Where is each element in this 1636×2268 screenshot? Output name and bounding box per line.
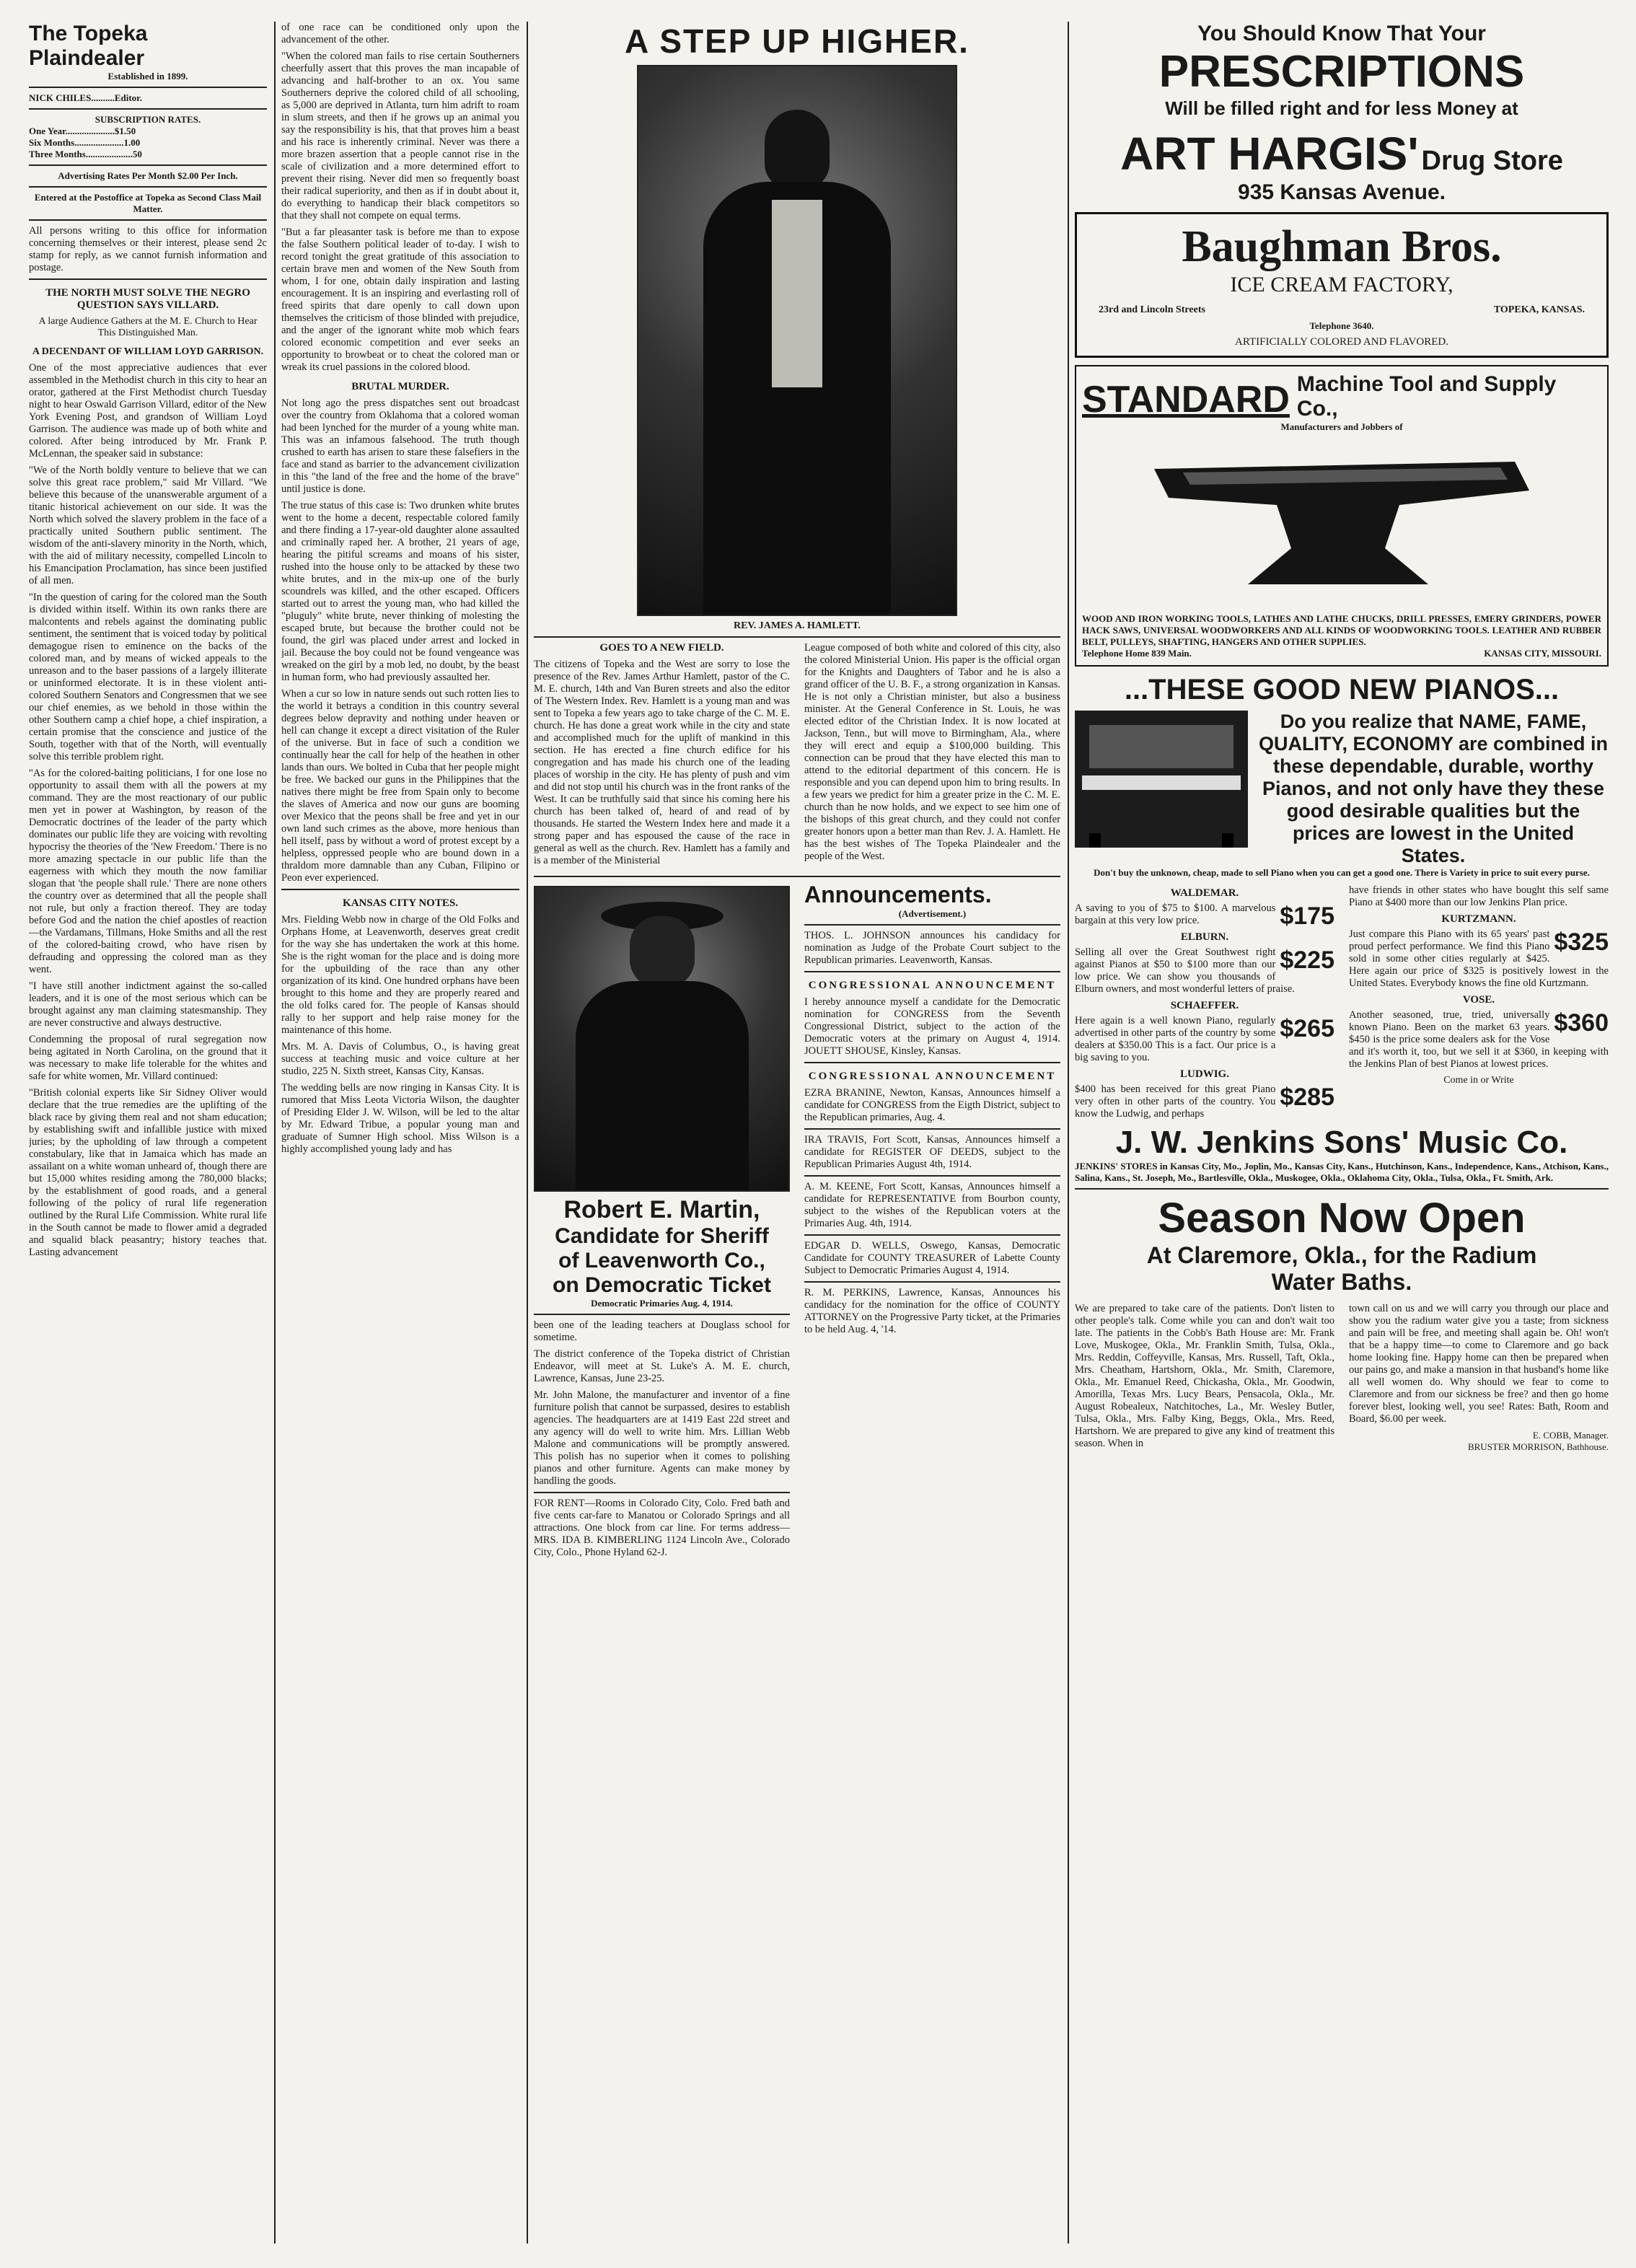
article-paragraph: Not long ago the press dispatches sent out broadcast over the country from Oklahoma that a colored woman had been lynched for the murder of a young white man. This was an infamous falsehood. The truth though crushed to earth has arisen to stare these falsefiers in the face and stand as barrier to the advancement civilization in this "the land of the free and the home of the brave" until justice is done. <box>281 397 519 495</box>
article-paragraph: One of the most appreciative audiences that ever assembled in the Methodist church in this city to hear an orator, gathered at the First Methodist church Tuesday night to hear Oswald Garrison Villard, editor of the New York Evening Post, and grandson of William Loyd Garrison. The audience was made up of both white and colored. After being introduced by Mr. Frank P. McLennan, the speaker said in substance: <box>29 362 267 460</box>
article-paragraph: "British colonial experts like Sir Sidney Oliver would declare that the true remedies are the uplifting of the black race by giving them real and not sham education; by establishing swift and infallible justice with mixed juries; by the upholding of law through a competent constabulary, like that in Jamaica which has made an assailant on a white woman unheard of, though there are but 15,000 whites residing among the 780,000 blacks; by the establishment of good roads, and a general following of the policy of rural life regeneration outlined by the Rural Life Commission. White rural life in the South cannot be made to flower amid a degraded and squalid black peasantry; history teaches that. Lasting advancement <box>29 1087 267 1258</box>
piano-item <box>1075 931 1334 995</box>
piano-name: VOSE. <box>1462 994 1495 1006</box>
piano-illustration <box>1075 711 1248 848</box>
piano-text: Just compare this Piano with its 65 years' past proud perfect performance. We find this Piano sold in some other cities regularly at $425. Here again our price of $325 is positively lowest in the United States. Everybody knows the fine old Kurtzmann. <box>1349 928 1609 989</box>
ice-cream-sub: ICE CREAM FACTORY, <box>1230 273 1454 296</box>
article-paragraph: League composed of both white and colored of this city, also the colored Ministerial Union. His paper is the official organ for the Knights and Daughters of Tabor and he is also a grand officer of the U. B. F., a strong organization in Kansas. He is not only a Christian minister, but also a business minister. At the General Conference in St. Louis, he was elected editor of the Christian Index. It is now located at Jackson, Tenn., but will move to Birmingham, Ala., where they will erect and equip a $100,000 building. This connection can be proud that they have elected this man to attend to the editorial department of this concern. He is responsible and you can depend upon him to bring results. In a few years we predict for him a greater prize in the C. M. E. church than he now holds, and we expect to see him one of the bishops of this great church, and they could not confer greater honors upon a better man than Rev. J. A. Hamlett. He has the best wishes of The Topeka Plaindealer and the people of the West. <box>804 642 1060 862</box>
anvil-illustration <box>1140 440 1544 606</box>
ice-cream-tagline: ARTIFICIALLY COLORED AND FLAVORED. <box>1235 336 1448 348</box>
article-deck: A large Audience Gathers at the M. E. Church to Hear This Distinguished Man. <box>38 316 258 338</box>
established: Established in 1899. <box>107 71 188 82</box>
music-company-stores: JENKINS' STORES in Kansas City, Mo., Joplin, Mo., Kansas City, Kans., Hutchinson, Kans., Independence, Kans., Atchison, Kans., Salina, Kans., St. Joseph, Mo., Bartlesville, Okla., Muskogee, Okla., Oklahoma City, Okla., Tulsa, Okla., Ft. Smith, Ark. <box>1075 1161 1609 1183</box>
article-deck: A DECENDANT OF WILLIAM LOYD GARRISON. <box>32 346 264 357</box>
article-paragraph: "We of the North boldly venture to believe that we can solve this great race problem," said Mr Villard. "We believe this because of the unanswerable argument of a titanic historical achievement on our side. It was the North which solved the slavery problem in the face of a practically united Southern public sentiment. The wisdom of the anti-slavery minority in the North, which, with the aid of military necessity, compelled Lincoln to his Emancipation Proclamation, has since been justified of all men. <box>29 465 267 586</box>
pianos-note: Don't buy the unknown, cheap, made to sell Piano when you can get a good one. There is Variety in price to suit every purse. <box>1094 867 1590 878</box>
piano-item <box>1349 884 1609 909</box>
column-rule <box>274 22 276 2243</box>
piano-name: LUDWIG. <box>1180 1068 1229 1080</box>
rates-heading: SUBSCRIPTION RATES. <box>94 114 201 125</box>
rx-heading: PRESCRIPTIONS <box>1158 47 1525 97</box>
article-paragraph: Mrs. Fielding Webb now in charge of the Old Folks and Orphans Home, at Leavenworth, deserves great credit for the way she has undertaken the work at this home. She is the right woman for the place and is doing more for the upbuilding of the race than any other organization of its kind. One hundred orphans have been brought to this home and they are properly reared and the old folks cared for. The people of Kansas should rally to her support and help raise money for the maintenance of this home. <box>281 914 519 1036</box>
correspondence-notice: All persons writing to this office for information concerning themselves or their interest, please send 2c stamp for reply, as we cannot furnish information and postage. <box>29 225 267 273</box>
article-paragraph: "But a far pleasanter task is before me than to expose the false Southern political leader of to-day. I wish to record tonight the great gratitude of this association to certain brave men and women of the New South from whom, I for one, obtain daily inspiration and lasting encouragement. It is an inspiring and everlasting roll of freed spirits that dare openly to call down upon themselves the criticism of those blinded with prejudice, and the anger of the ignorant white mob which fears colored economic competition and ever seeks an opportunity to browbeat or to cheat the colored man or wreak its cruel passions in the colored blood. <box>281 227 519 373</box>
tool-company-name: STANDARD <box>1082 379 1290 421</box>
season-text: We are prepared to take care of the patients. Don't listen to other people's talk. Come while you can and don't wait too late. The patients in the Cobb's Bath House are: Mr. Frank Love, Muskogee, Okla., Mr. Franklin Smith, Tulsa, Okla., Mrs. Reddin, Coffeyville, Kansas, Mrs. Russell, Taft, Okla., Mrs. Cheatham, Hartshorn, Okla., Mr. Smith, Claremore, Okla., Mr. Emanuel Reed, Chickasha, Okla., Mr. Goodwin, Amorilla, Texas Mrs. Lucy Bears, Pensacola, Okla., Mr. August Robealeux, Natchitoches, La., Mr. Wesley Butler, Tulsa, Okla., Mrs. Falby King, Beggs, Okla., Mrs. Reed, Hartshorn. We are prepared to give any kind of treatment this season. When in <box>1075 1303 1334 1449</box>
article-paragraph: been one of the leading teachers at Douglass school for sometime. <box>534 1319 790 1343</box>
season-signature: BRUSTER MORRISON, Bathhouse. <box>1467 1441 1609 1452</box>
announcement-heading: CONGRESSIONAL ANNOUNCEMENT <box>808 1071 1057 1082</box>
piano-item <box>1349 994 1609 1071</box>
column-1 <box>29 22 267 1263</box>
tool-company-sub: Manufacturers and Jobbers of <box>1280 421 1403 432</box>
article-headline: BRUTAL MURDER. <box>351 381 449 392</box>
article-paragraph: When a cur so low in nature sends out such rotten lies to the world it betrays a condition in this country several degrees below depravity and nothing under heaven or hell can change it except a direct visitation of the Ruler of the universe. But in face of such a condition we continually hear the call for help of the heathen in other lands than ours. We bolted in Cuba that her people might be free. We backed our guns in the Philippines that the natives there might be free from Spain only to become the slaves of America and now our guns are booming over Mexico that the peons shall be free and yet in our own land such crimes as the above, more henious than hell itself, pass by without a word of protest except by a helpless, oppressed people who are bound down in a thraldom more damnable than any Cuban, Filipino or Peon ever experienced. <box>281 688 519 884</box>
tool-company-city: KANSAS CITY, MISSOURI. <box>1484 648 1601 659</box>
advertising-rates: Advertising Rates Per Month $2.00 Per Inch. <box>58 170 238 181</box>
season-signature: E. COBB, Manager. <box>1532 1430 1609 1441</box>
ice-cream-city: TOPEKA, KANSAS. <box>1493 304 1585 315</box>
announcement: EDGAR D. WELLS, Oswego, Kansas, Democratic Candidate for COUNTY TREASURER of Labette County Subject to Democratic Primaries August 4, 1914. <box>804 1240 1060 1276</box>
pianos-heading: ...THESE GOOD NEW PIANOS... <box>1124 674 1560 706</box>
announcement-heading: CONGRESSIONAL ANNOUNCEMENT <box>808 980 1057 991</box>
column-2 <box>281 22 519 1160</box>
article-paragraph: The citizens of Topeka and the West are sorry to lose the presence of the Rev. James Arthur Hamlett, pastor of the C. M. E. church, 14th and Van Buren streets and also the editor of The Western Index. Rev. Hamlett is a young man and was sent to Topeka a few years ago to take charge of the C. M. E. church. He has done a great work while in the city and state and accomplished much for the uplift of mankind in this section. He has erected a fine church edifice for his congregation and has made his church one of the leading places of worship in the city. He has plenty of push and vim and did not stop until his church was in the front ranks of the West. It can be truthfully said that since his coming here his church has been talked of, heard of and read of by thousands. He started the Western Index here and made it a strong paper and has espoused the cause of the race in general as well as the church. Rev. Hamlett has a family and is a member of the Ministerial <box>534 659 790 866</box>
season-heading: Season Now Open <box>1158 1195 1526 1241</box>
masthead: The Topeka Plaindealer <box>29 22 148 70</box>
drug-store-tail: Drug Store <box>1421 146 1563 176</box>
article-paragraph: "As for the colored-baiting politicians, I for one lose no opportunity to assail them with all the powers at my command. They are the most reactionary of our public men yet in power at Washington, by reason of the Democratic doctrines of the leader of the party which dominates our public life they are voicing with revolting hypocrisy the theories of the 'New Freedom.' There is no more amazing spectacle in our public life than the eagerness with which they mouth the now familiar slogan that 'the people shall rule.' There are none others the country over as determined that all the people shall not rule, but only a fraction thereof. They are today before God and the nation the chief apostles of reaction—the Vardamans, Tillmans, Hoke Smiths and all the rest of the colored-baiting crowd, who have risen by defrauding and oppressing the colored man as they went. <box>29 768 267 975</box>
piano-name: SCHAEFFER. <box>1170 1000 1239 1011</box>
article-headline: KANSAS CITY NOTES. <box>343 897 458 909</box>
piano-item <box>1075 887 1334 930</box>
article-paragraph: "When the colored man fails to rise certain Southerners cheerfully assert that this proves the man incapable of advancing and half-brother to an ox. You same Southerners deprive the colored child of all schooling, as 5,000 are deprived in Atlanta, turn him adrift to roam in slum streets, and then if he grows up an animal you say the responsibility is his, that that proves him a beast and his race is inherently criminal. Never was there a more brazen assertion that a people cannot rise in the scale of civilization and a more determined effort to prevent their rising. Never did men so frequently boast their radical superiority, and then as if in doubt about it, do everything to handicap their black competitors so that they shall not compete on equal terms. <box>281 50 519 221</box>
piano-price: $360 <box>1554 1009 1609 1037</box>
rate-line: Three Months....................50 <box>29 149 142 159</box>
announcement: I hereby announce myself a candidate for the Democratic nomination for CONGRESS from the Seventh Congressional District, subject to the action of the Democratic voters at the primary on August 4, 1914. JOUETT SHOUSE, Kinsley, Kansas. <box>804 996 1060 1057</box>
ice-cream-ad <box>1075 212 1609 358</box>
article-paragraph: Mr. John Malone, the manufacturer and inventor of a fine furniture polish that cannot be surpassed, desires to establish agencies. The headquarters are at 1419 East 22d street and any agency will do well to write him. Mrs. Lillian Webb Malone and communications will be promptly answered. This polish has no superior when it comes to polishing pianos and other furniture. Agents can make money by handling the goods. <box>534 1389 790 1487</box>
article-paragraph: "I have still another indictment against the so-called leaders, and it is one of the most serious which can be brought against any man claiming statesmanship. They are never constructive and always destructive. <box>29 980 267 1029</box>
candidate-line: on Democratic Ticket <box>553 1273 771 1297</box>
article-paragraph: The wedding bells are now ringing in Kansas City. It is rumored that Miss Leota Victoria Wilson, the daughter of Presiding Elder J. W. Wilson, will be led to the altar by Mr. Edward Tribue, a popular young man and graduate of Sumner High school. Miss Wilson is a highly accomplished young lady and has <box>281 1082 519 1155</box>
announcement: EZRA BRANINE, Newton, Kansas, Announces himself a candidate for CONGRESS from the Eigth District, subject to the Republican primaries, Aug. 4. <box>804 1087 1060 1123</box>
announcements-title: Announcements. <box>804 882 992 907</box>
candidate-line: Candidate for Sheriff <box>555 1224 769 1248</box>
piano-text: Selling all over the Great Southwest right against Pianos at $50 to $100 more than our low price. We can show you thousands of Elburn owners, and most wonderful letters of praise. <box>1075 946 1295 995</box>
candidate-line: Democratic Primaries Aug. 4, 1914. <box>591 1298 733 1309</box>
rx-line: Will be filled right and for less Money at <box>1165 97 1518 119</box>
classified-ad: FOR RENT—Rooms in Colorado City, Colo. Fred bath and five cents car-fare to Manatou or Colorado Springs and all attractions. One block from car line. For terms address—MRS. IDA B. KIMBERLING 1124 Lincoln Ave., Colorado City, Colo., Phone Hyland 62-J. <box>534 1498 790 1558</box>
announcement: IRA TRAVIS, Fort Scott, Kansas, Announces himself a candidate for REGISTER OF DEEDS, subject to the Republican Primaries August 4th, 1914. <box>804 1134 1060 1170</box>
article-headline: THE NORTH MUST SOLVE THE NEGRO QUESTION SAYS VILLARD. <box>45 287 250 311</box>
newspaper-page <box>29 22 1609 2243</box>
article-paragraph: "In the question of caring for the colored man the South is divided within itself. Within its own ranks there are malcontents and rebels against the dominating public sentiment, the sentiment that is voiced today by political demagogue risen to eminence on the backs of the colored man, and by means of wicked appeals to the unreason and to the baser passions of a largely illiterate or uninformed electorate. It is in these violent anti-colored Southern Senators and Congressmen that we see our chief enemies, as we behold in those within the other Southern camp a chief hope, a chief inspiration, a certain promise that the conscience and justice of the South, together with that of the North, will eventually solve this terrible problem right. <box>29 592 267 762</box>
editor-line: NICK CHILES..........Editor. <box>29 92 142 103</box>
candidate-line: of Leavenworth Co., <box>558 1249 765 1273</box>
entered-notice: Entered at the Postoffice at Topeka as Second Class Mail Matter. <box>34 192 262 214</box>
tool-company-tail: Machine Tool and Supply Co., <box>1296 372 1557 421</box>
season-sub: At Claremore, Okla., for the Radium Water Baths. <box>1146 1242 1537 1295</box>
feature-title: A STEP UP HIGHER. <box>625 22 969 60</box>
announcement: R. M. PERKINS, Lawrence, Kansas, Announces his candidacy for the nomination for the office of COUNTY ATTORNEY on the Progressive Party ticket, at the Primaries to be held Aug. 4, '14. <box>804 1287 1060 1335</box>
article-paragraph: The true status of this case is: Two drunken white brutes went to the home a decent, respectable colored family and there finding a 17-year-old daughter alone assaulted and criminally raped her. A brother, 21 years of age, hearing the pitiful screams and moans of his sister, rushed into the house only to be attacked by these two white brutes, and in the mix-up one of the burly scoundrels was killed, and the other escaped. Officers started out to arrest the young man, who had killed the "pluguly" white brute, never thinking of molesting the escaped brute, but because the brother could not be found, the girl was placed under arrest and locked in jail. Because the boy could not be found vengeance was wreaked on the girl by a mob led, no doubt, by the beast in human form, who had previously assaulted her. <box>281 500 519 683</box>
column-4 <box>1075 22 1609 1454</box>
column-3 <box>534 22 1060 1563</box>
piano-text: Another seasoned, true, tried, universally known Piano. Been on the market 63 years. $450 is the price some dealers ask for the Vose and it's worth it, too, but we sell it at $360, in keeping with the Jenkins Plan of best Pianos at lowest prices. <box>1349 1009 1609 1070</box>
piano-price: $325 <box>1554 928 1609 956</box>
piano-cta: Come in or Write <box>1443 1075 1514 1086</box>
article-paragraph: Condemning the proposal of rural segregation now being agitated in North Carolina, on the ground that it was necessary to make life tolerable for the whites and safe for white women, Mr. Villard continued: <box>29 1034 267 1082</box>
ice-cream-name: Baughman Bros. <box>1182 222 1502 271</box>
piano-item <box>1349 913 1609 990</box>
article-headline: GOES TO A NEW FIELD. <box>599 642 724 654</box>
portrait-photo <box>637 65 957 616</box>
tool-company-products: WOOD AND IRON WORKING TOOLS, LATHES AND LATHE CHUCKS, DRILL PRESSES, EMERY GRINDERS, POWER HACK SAWS, UNIVERSAL WOODWORKERS AND ALL KINDS OF WOODWORKING TOOLS. LEATHER AND RUBBER BELT, PULLEYS, SHAFTING, HANGERS AND OTHER SUPPLIES. <box>1082 613 1601 647</box>
ice-cream-phone: Telephone 3640. <box>1309 320 1374 331</box>
rx-top: You Should Know That Your <box>1197 22 1486 45</box>
rate-line: One Year.....................$1.50 <box>29 126 136 136</box>
candidate-name: Robert E. Martin, <box>563 1196 760 1223</box>
piano-price: $225 <box>1280 946 1334 974</box>
column-rule <box>527 22 528 2243</box>
drug-store-address: 935 Kansas Avenue. <box>1238 180 1446 204</box>
rate-line: Six Months.....................1.00 <box>29 137 141 148</box>
pianos-pitch: Do you realize that NAME, FAME, QUALITY, ECONOMY are combined in these dependable, durable, worthy Pianos, and not only have they these good desirable qualities but the prices are lowest in the United States. <box>1258 711 1609 866</box>
piano-text: have friends in other states who have bought this self same Piano at $400 more than our low Jenkins Plan price. <box>1349 884 1609 908</box>
column-rule <box>1068 22 1069 2243</box>
tool-company-phone: Telephone Home 839 Main. <box>1082 648 1192 659</box>
announcement: THOS. L. JOHNSON announces his candidacy for nomination as Judge of the Probate Court subject to the Republican primaries. Leavenworth, Kansas. <box>804 930 1060 966</box>
candidate-photo <box>534 886 790 1192</box>
announcement: A. M. KEENE, Fort Scott, Kansas, Announces himself a candidate for REPRESENTATIVE from Bourbon county, subject to the wishes of the Republican voters at the Primaries Aug. 4th, 1914. <box>804 1181 1060 1229</box>
piano-name: KURTZMANN. <box>1441 913 1516 925</box>
photo-caption: REV. JAMES A. HAMLETT. <box>733 620 861 631</box>
piano-price: $285 <box>1280 1084 1334 1111</box>
season-text: town call on us and we will carry you through our place and show you the radium water give you a taste; from sickness and pain will be free, and meeting shall again be. Oh! won't that be a happy time—to come to Claremore and go back home looking fine. Happy home can then be prepared when our pains go, and make a mansion in that husband's home like all well women do. Why should we fear to come to Claremore and from our sickness be free? and then go home forever blest, looking well, you see! Rates: Bath, Room and Board, $6.00 per week. <box>1349 1303 1609 1425</box>
music-company-name: J. W. Jenkins Sons' Music Co. <box>1115 1125 1568 1160</box>
piano-text: A saving to you of $75 to $100. A marvelous bargain at this very low price. <box>1075 902 1276 926</box>
article-paragraph: The district conference of the Topeka district of Christian Endeavor, will meet at St. Luke's A. M. E. church, Lawrence, Kansas, June 23-25. <box>534 1348 790 1384</box>
article-paragraph: of one race can be conditioned only upon the advancement of the other. <box>281 22 519 45</box>
announcements-sub: (Advertisement.) <box>898 908 967 919</box>
piano-name: ELBURN. <box>1180 931 1229 943</box>
piano-item <box>1075 1000 1334 1064</box>
tool-company-ad <box>1075 365 1609 667</box>
piano-text: $400 has been received for this great Piano very often in other parts of the country. You know the Ludwig, and perhaps <box>1075 1084 1276 1120</box>
piano-text: Here again is a well known Piano, regularly advertised in other parts of the country by some dealers at $350.00 This is a fact. Our price is a big saving to you. <box>1075 1015 1276 1063</box>
ice-cream-address: 23rd and Lincoln Streets <box>1099 304 1205 315</box>
piano-item <box>1075 1068 1334 1120</box>
piano-price: $175 <box>1280 902 1334 930</box>
piano-name: WALDEMAR. <box>1170 887 1239 899</box>
article-paragraph: Mrs. M. A. Davis of Columbus, O., is having great success at teaching music and voice culture at her studio, 225 N. Sixth street, Kansas City, Kansas. <box>281 1041 519 1077</box>
piano-price: $265 <box>1280 1015 1334 1042</box>
drug-store-name: ART HARGIS' <box>1120 128 1419 180</box>
